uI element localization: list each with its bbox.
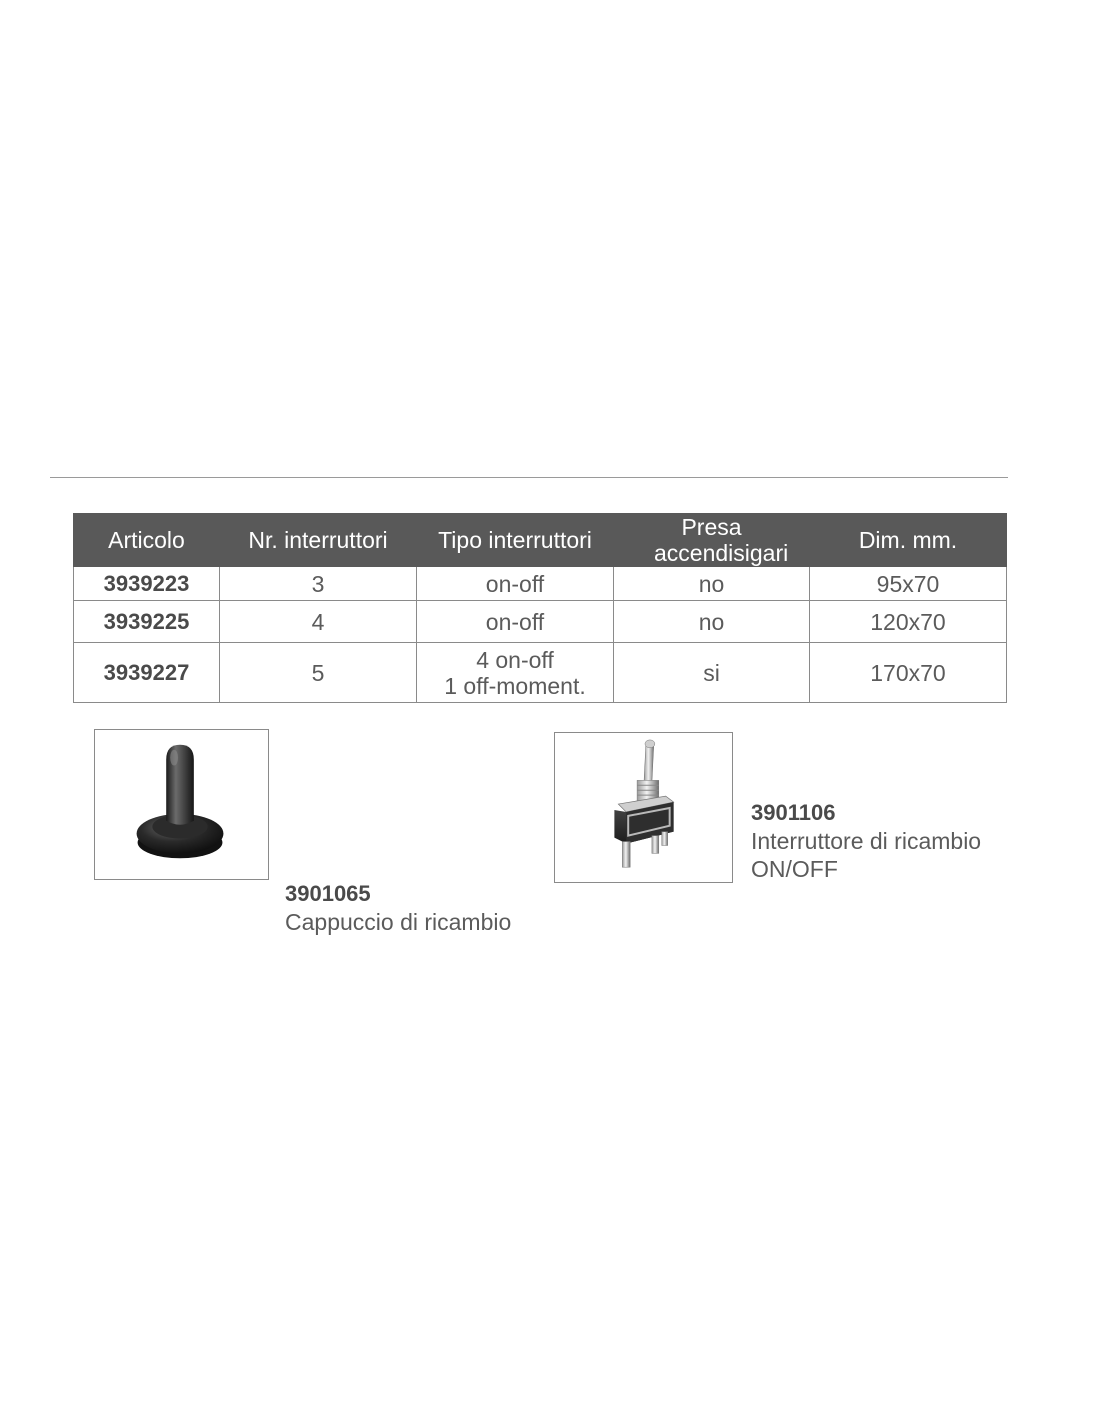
cell-articolo: 3939225 [74,601,220,643]
switch-caption [751,799,981,883]
table-header-row [74,514,1007,567]
header-nr-interruttori: Nr. interruttori [220,514,417,567]
cell-dim: 120x70 [810,601,1007,643]
cell-nr: 4 [220,601,417,643]
toggle-switch-photo [554,732,733,883]
switch-description: Interruttore di ricambio [751,828,982,854]
rubber-cap-icon [95,730,268,879]
separator-line [50,477,1008,478]
product-table [73,513,1007,703]
cell-dim: 170x70 [810,643,1007,703]
cell-tipo: on-off [417,567,614,601]
cell-tipo-line2: 1 off-moment. [444,672,586,699]
cell-presa: no [614,567,810,601]
cell-nr: 5 [220,643,417,703]
rubber-cap-photo [94,729,269,880]
toggle-switch-icon [555,733,732,882]
header-articolo: Articolo [74,514,220,567]
switch-description-line2: ON/OFF [751,856,838,882]
cell-dim: 95x70 [810,567,1007,601]
cell-tipo [417,643,614,703]
cap-description: Cappuccio di ricambio [285,909,512,935]
table-row [74,643,1007,703]
cell-articolo: 3939227 [74,643,220,703]
cell-articolo: 3939223 [74,567,220,601]
cell-nr: 3 [220,567,417,601]
header-dim-mm: Dim. mm. [810,514,1007,567]
table-row [74,601,1007,643]
header-presa-accendisigari: Presa accendisigari [614,514,810,567]
cell-tipo: on-off [417,601,614,643]
table-row [74,567,1007,601]
cell-presa: no [614,601,810,643]
switch-code: 3901106 [751,800,836,825]
cell-presa: si [614,643,810,703]
cap-code: 3901065 [285,881,371,906]
header-tipo-interruttori: Tipo interruttori [417,514,614,567]
cap-caption [285,880,511,936]
cell-tipo-line1: 4 on-off [476,646,554,673]
